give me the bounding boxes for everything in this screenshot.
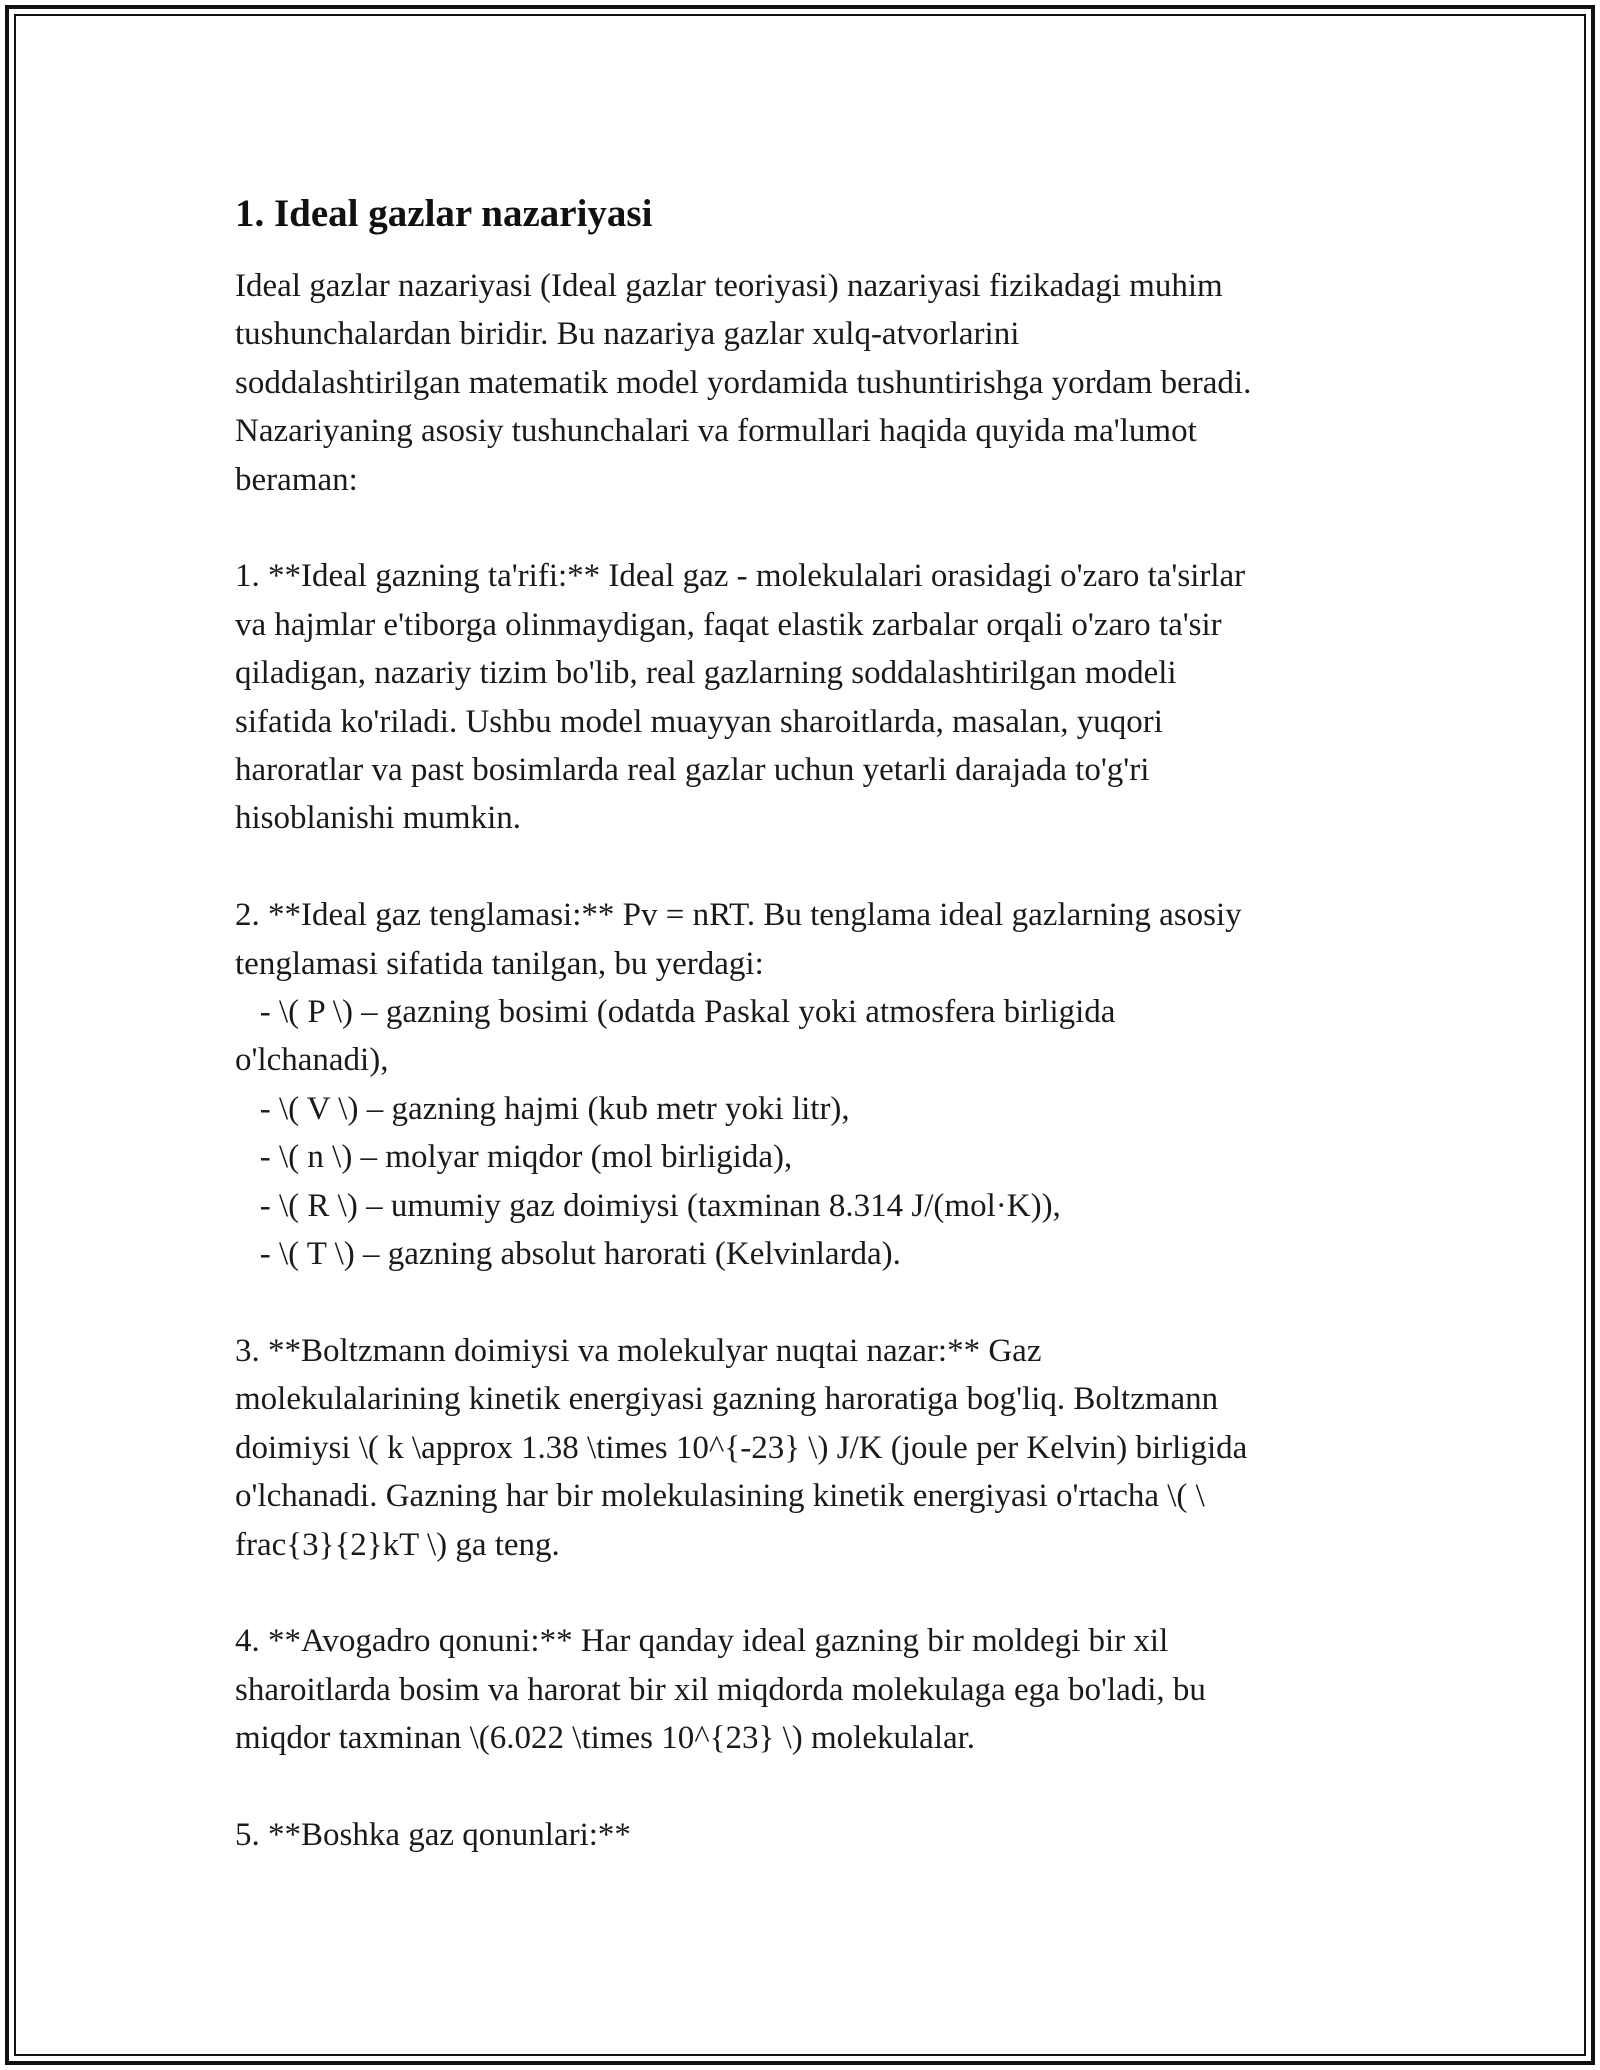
text-line: Ideal gazlar nazariyasi (Ideal gazlar teoriyasi) nazariyasi fizikadagi muhim (235, 268, 1223, 304)
item-boltzmann-constant (235, 1327, 1385, 1569)
intro-paragraph (235, 262, 1385, 504)
paragraph-gap (235, 1763, 1385, 1811)
text-line: tenglamasi sifatida tanilgan, bu yerdagi: (235, 945, 764, 982)
document-body (235, 188, 1385, 1859)
list-item: - \( P \) – gazning bosimi (odatda Paskal yoki atmosfera birligida (235, 994, 1116, 1031)
text-line: qiladigan, nazariy tizim bo'lib, real gazlarning soddalashtirilgan modeli (235, 655, 1177, 692)
page-title: 1. Ideal gazlar nazariyasi (235, 192, 653, 235)
text-line: 1. **Ideal gazning ta'rifi:** Ideal gaz - molekulalari orasidagi o'zaro ta'sirlar (235, 558, 1246, 595)
text-line: 5. **Boshka gaz qonunlari:** (235, 1816, 631, 1853)
text-line: sifatida ko'riladi. Ushbu model muayyan sharoitlarda, masalan, yuqori (235, 703, 1163, 740)
text-line: hisoblanishi mumkin. (235, 800, 522, 837)
text-line: tushunchalardan biridir. Bu nazariya gazlar xulq-atvorlarini (235, 316, 1020, 353)
paragraph-gap (235, 1279, 1385, 1327)
text-line: molekulalarining kinetik energiyasi gazning haroratiga bog'liq. Boltzmann (235, 1381, 1219, 1418)
text-line: beraman: (235, 461, 358, 498)
text-line: o'lchanadi), (235, 1042, 389, 1079)
text-line: Nazariyaning asosiy tushunchalari va formullari haqida quyida ma'lumot (235, 413, 1197, 450)
text-line: frac{3}{2}kT \) ga teng. (235, 1526, 560, 1563)
text-line: o'lchanadi. Gazning har bir molekulasining kinetik energiyasi o'rtacha \( \ (235, 1478, 1205, 1515)
text-line: sharoitlarda bosim va harorat bir xil miqdorda molekulaga ega bo'ladi, bu (235, 1671, 1206, 1708)
text-line: 2. **Ideal gaz tenglamasi:** Pv = nRT. Bu tenglama ideal gazlarning asosiy (235, 897, 1242, 934)
list-item: - \( R \) – umumiy gaz doimiysi (taxminan 8.314 J/(mol·K)), (235, 1187, 1061, 1224)
item-avogadro-law (235, 1617, 1385, 1762)
item-ideal-gas-definition (235, 552, 1385, 842)
text-line: miqdor taxminan \(6.022 \times 10^{23} \) molekulalar. (235, 1720, 976, 1757)
text-line: 3. **Boltzmann doimiysi va molekulyar nuqtai nazar:** Gaz (235, 1332, 1042, 1369)
paragraph-gap (235, 843, 1385, 891)
text-line: 4. **Avogadro qonuni:** Har qanday ideal gazning bir moldegi bir xil (235, 1623, 1169, 1660)
text-line: va hajmlar e'tiborga olinmaydigan, faqat elastik zarbalar orqali o'zaro ta'sir (235, 606, 1222, 643)
list-item: - \( V \) – gazning hajmi (kub metr yoki litr), (235, 1090, 850, 1127)
paragraph-gap (235, 504, 1385, 552)
text-line: haroratlar va past bosimlarda real gazlar uchun yetarli darajada to'g'ri (235, 752, 1150, 789)
list-item: - \( T \) – gazning absolut harorati (Kelvinlarda). (235, 1236, 901, 1273)
item-other-gas-laws (235, 1811, 1385, 1859)
text-line: doimiysi \( k \approx 1.38 \times 10^{-23} \) J/K (joule per Kelvin) birligida (235, 1429, 1248, 1466)
list-item: - \( n \) – molyar miqdor (mol birligida), (235, 1139, 793, 1176)
paragraph-gap (235, 1569, 1385, 1617)
text-line: soddalashtirilgan matematik model yordamida tushuntirishga yordam beradi. (235, 364, 1252, 401)
item-ideal-gas-equation (235, 891, 1385, 1278)
